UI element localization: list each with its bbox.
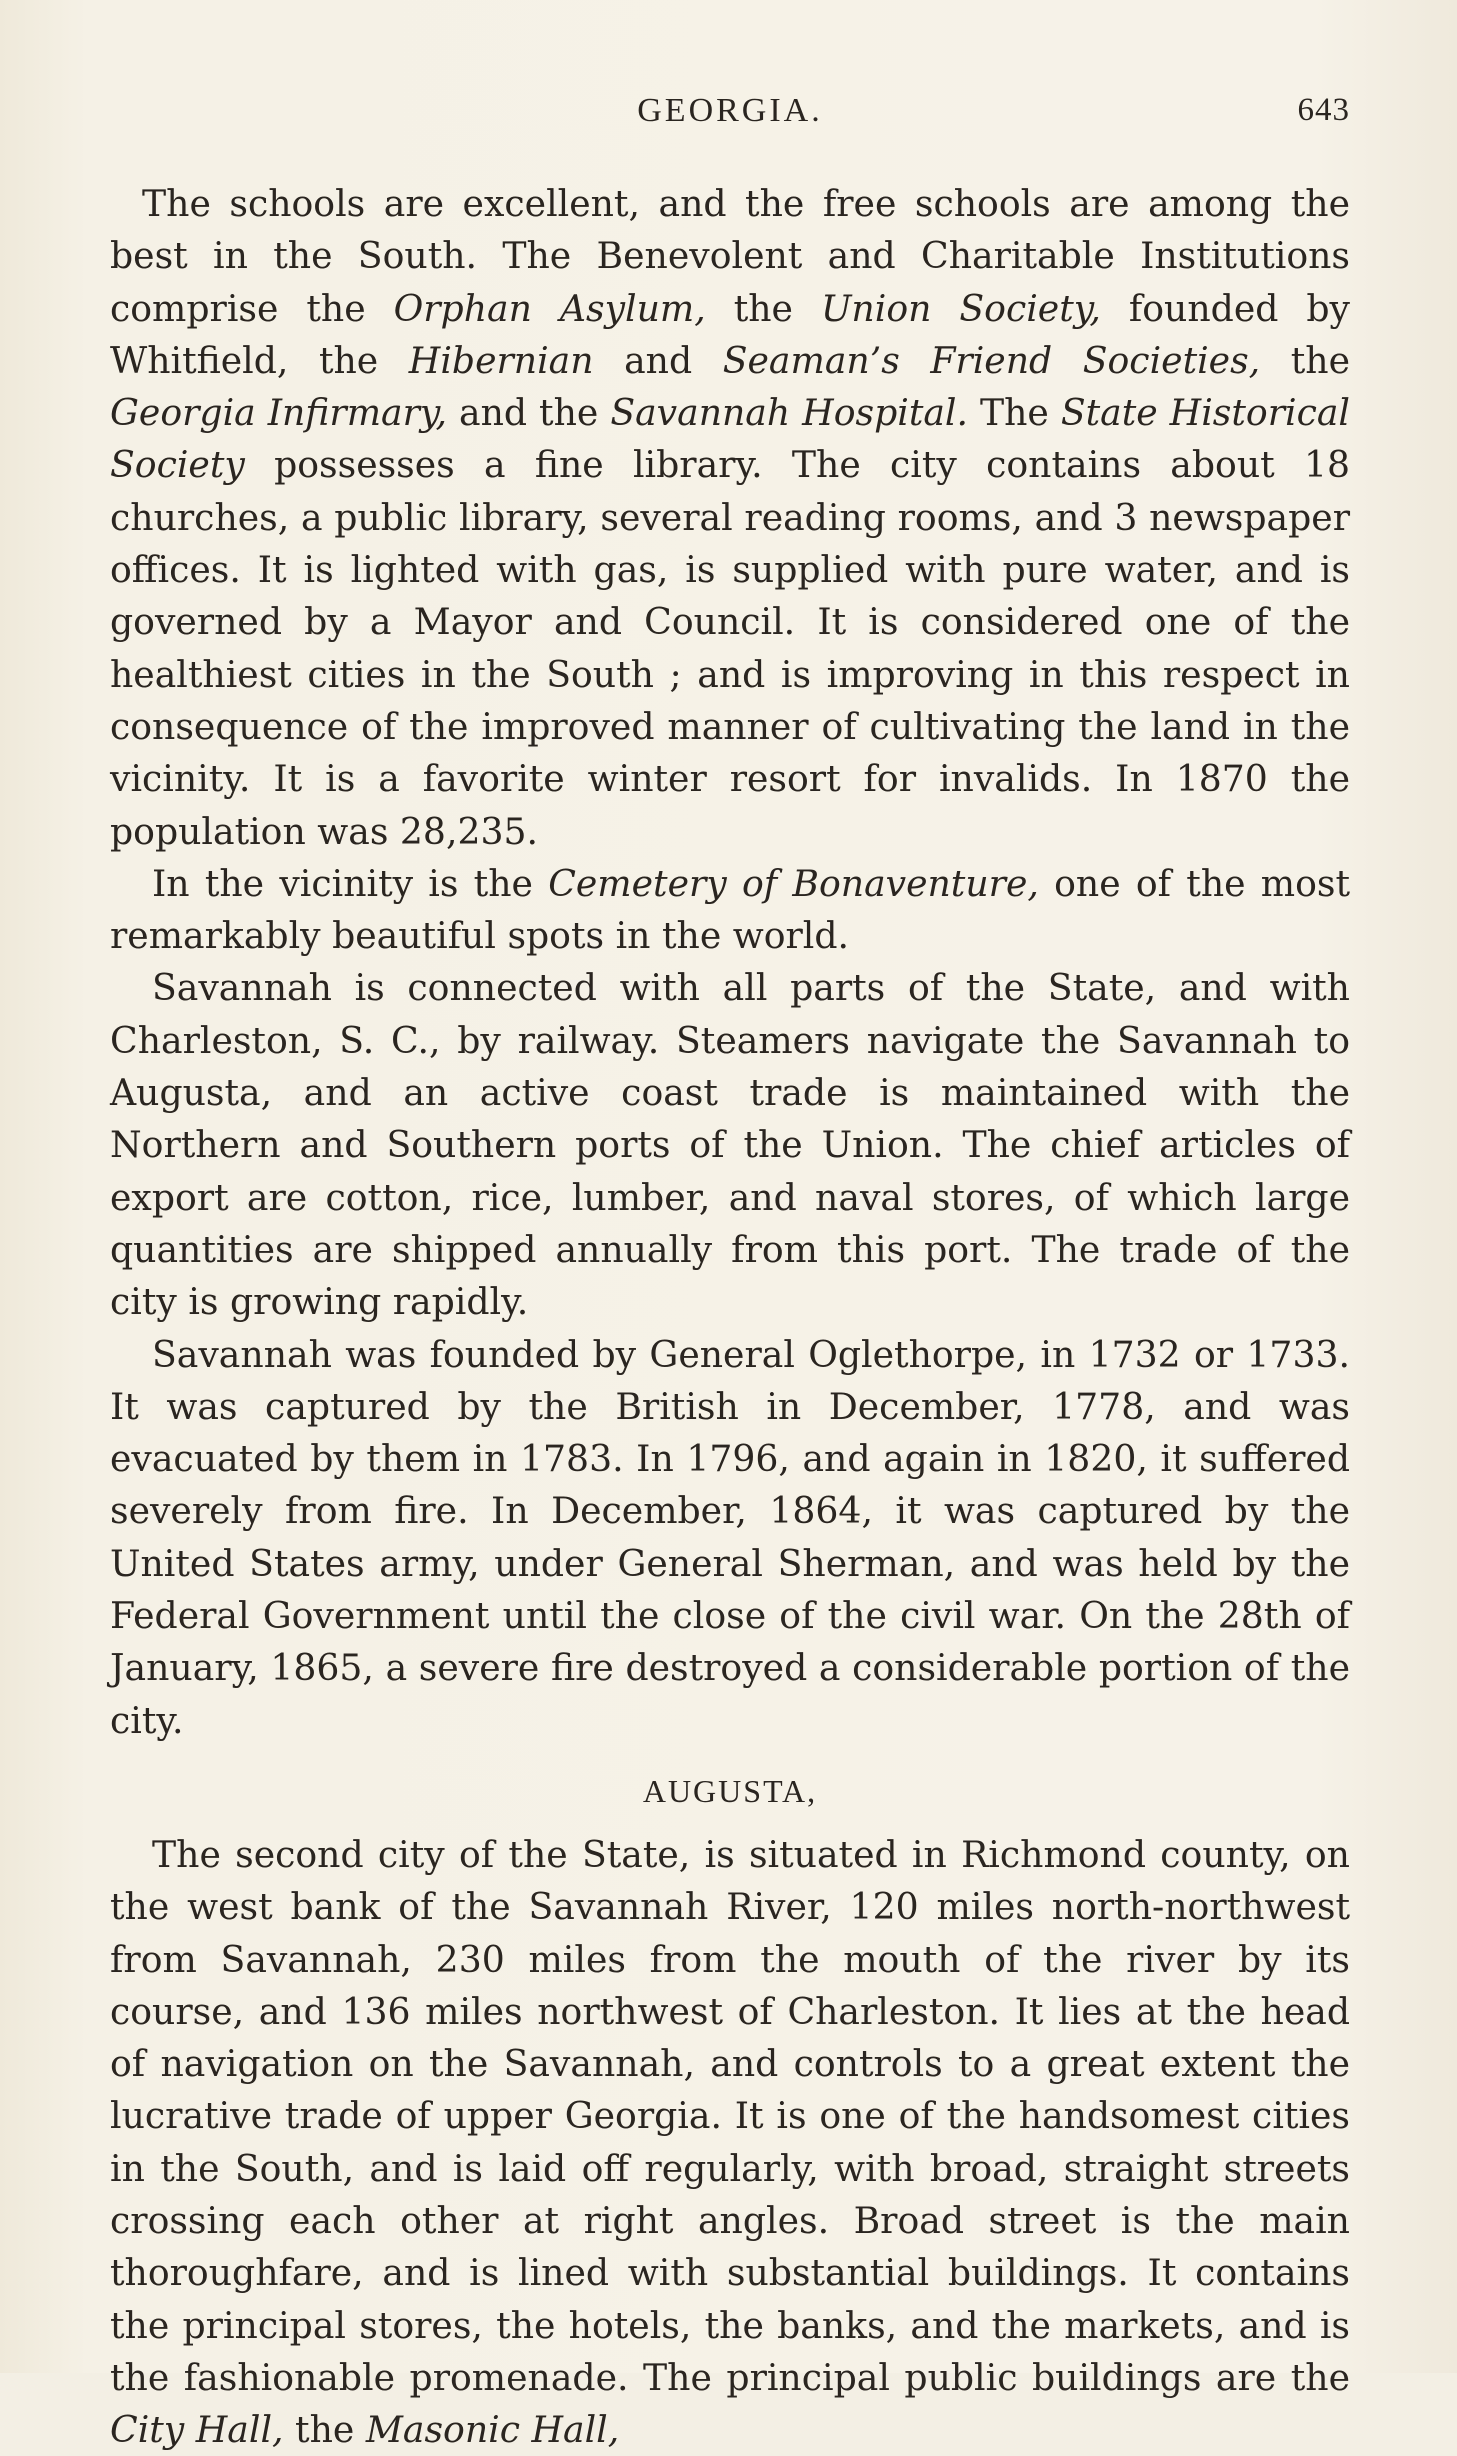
text-run: The — [968, 391, 1061, 435]
italic-run: Orphan Asylum, — [393, 286, 706, 330]
italic-run: Georgia Infirmary, — [110, 391, 448, 435]
text-run: The second city of the State, is situated in Richmond county, on the west bank of the Savannah River, 120 miles north-northwest from Savannah, 230 miles from the mouth of the river by its course, and 136 miles northwest of Charleston. It lies at the head of navigation on the Savannah, and controls to a great extent the lucrative trade of upper Georgia. It is one of the handsomest cities in the South, and is laid off regularly, with broad, straight streets crossing each other at right angles. Broad street is the main thoroughfare, and is lined with substantial buildings. It contains the principal stores, the hotels, the banks, and the markets, and is the fashionable promenade. The principal public buildings are the — [110, 1832, 1350, 2399]
text-run: and — [593, 338, 723, 382]
body-text — [110, 178, 1350, 2456]
paragraph-bonaventure — [110, 858, 1350, 963]
italic-run: Savannah Hospital. — [610, 391, 969, 435]
page-header — [110, 92, 1350, 140]
page-number: 643 — [1297, 92, 1350, 128]
paragraph-savannah-history: Savannah was founded by General Oglethorpe, in 1732 or 1733. It was captured by the British in December, 1778, and was evacuated by them in 1783. In 1796, and again in 1820, it suffered severely from fire. In December, 1864, it was captured by the United States army, under General Sherman, and was held by the Federal Government until the close of the civil war. On the 28th of January, 1865, a severe fire destroyed a considerable portion of the city. — [110, 1332, 1350, 1742]
running-title: GEORGIA. — [637, 92, 823, 129]
italic-run: Masonic Hall, — [365, 2408, 620, 2452]
italic-run: Union Society, — [820, 286, 1101, 330]
text-run: the — [1260, 338, 1350, 382]
paragraph-savannah-institutions — [110, 178, 1350, 858]
text-run: the — [705, 286, 821, 330]
text-run: possesses a fine library. The city contains about 18 churches, a public library, several reading rooms, and 3 newspaper offices. It is lighted with gas, is supplied with pure water, and is governed by a Mayor and Council. It is considered one of the healthiest cities in the South ; and is improving in this respect in consequence of the improved manner of cultivating the land in the vicinity. It is a favorite winter resort for invalids. In 1870 the population was 28,235. — [110, 443, 1350, 853]
text-run: and the — [447, 391, 611, 435]
italic-run: State Historical Society — [110, 391, 1350, 487]
text-run: one of the most remarkably beautiful spots in the world. — [110, 861, 1350, 958]
section-heading-augusta: AUGUSTA, — [642, 1772, 818, 1809]
paragraph-savannah-trade: Savannah is connected with all parts of the State, and with Charleston, S. C., by railway. Steamers navigate the Savannah to Augusta, and an active coast trade is maintained with the Northern and Southern ports of the Union. The chief articles of export are cotton, rice, lumber, and naval stores, of which large quantities are shipped annually from this port. The trade of the city is growing rapidly. — [110, 966, 1350, 1324]
text-run: In the vicinity is the — [152, 861, 549, 905]
text-run: The schools are excellent, and the free schools are among the best in the South. The Benevolent and Charitable Institutions comprise the — [110, 182, 1350, 330]
text-run: founded by Whitfield, the — [110, 286, 1350, 382]
italic-run: Hibernian — [408, 338, 594, 382]
paragraph-augusta — [110, 1829, 1350, 2456]
text-run: the — [283, 2408, 366, 2452]
italic-run: Seaman’s Friend Societies, — [722, 338, 1261, 382]
italic-run: Cemetery of Bonaventure, — [548, 861, 1039, 905]
italic-run: City Hall, — [110, 2408, 284, 2452]
